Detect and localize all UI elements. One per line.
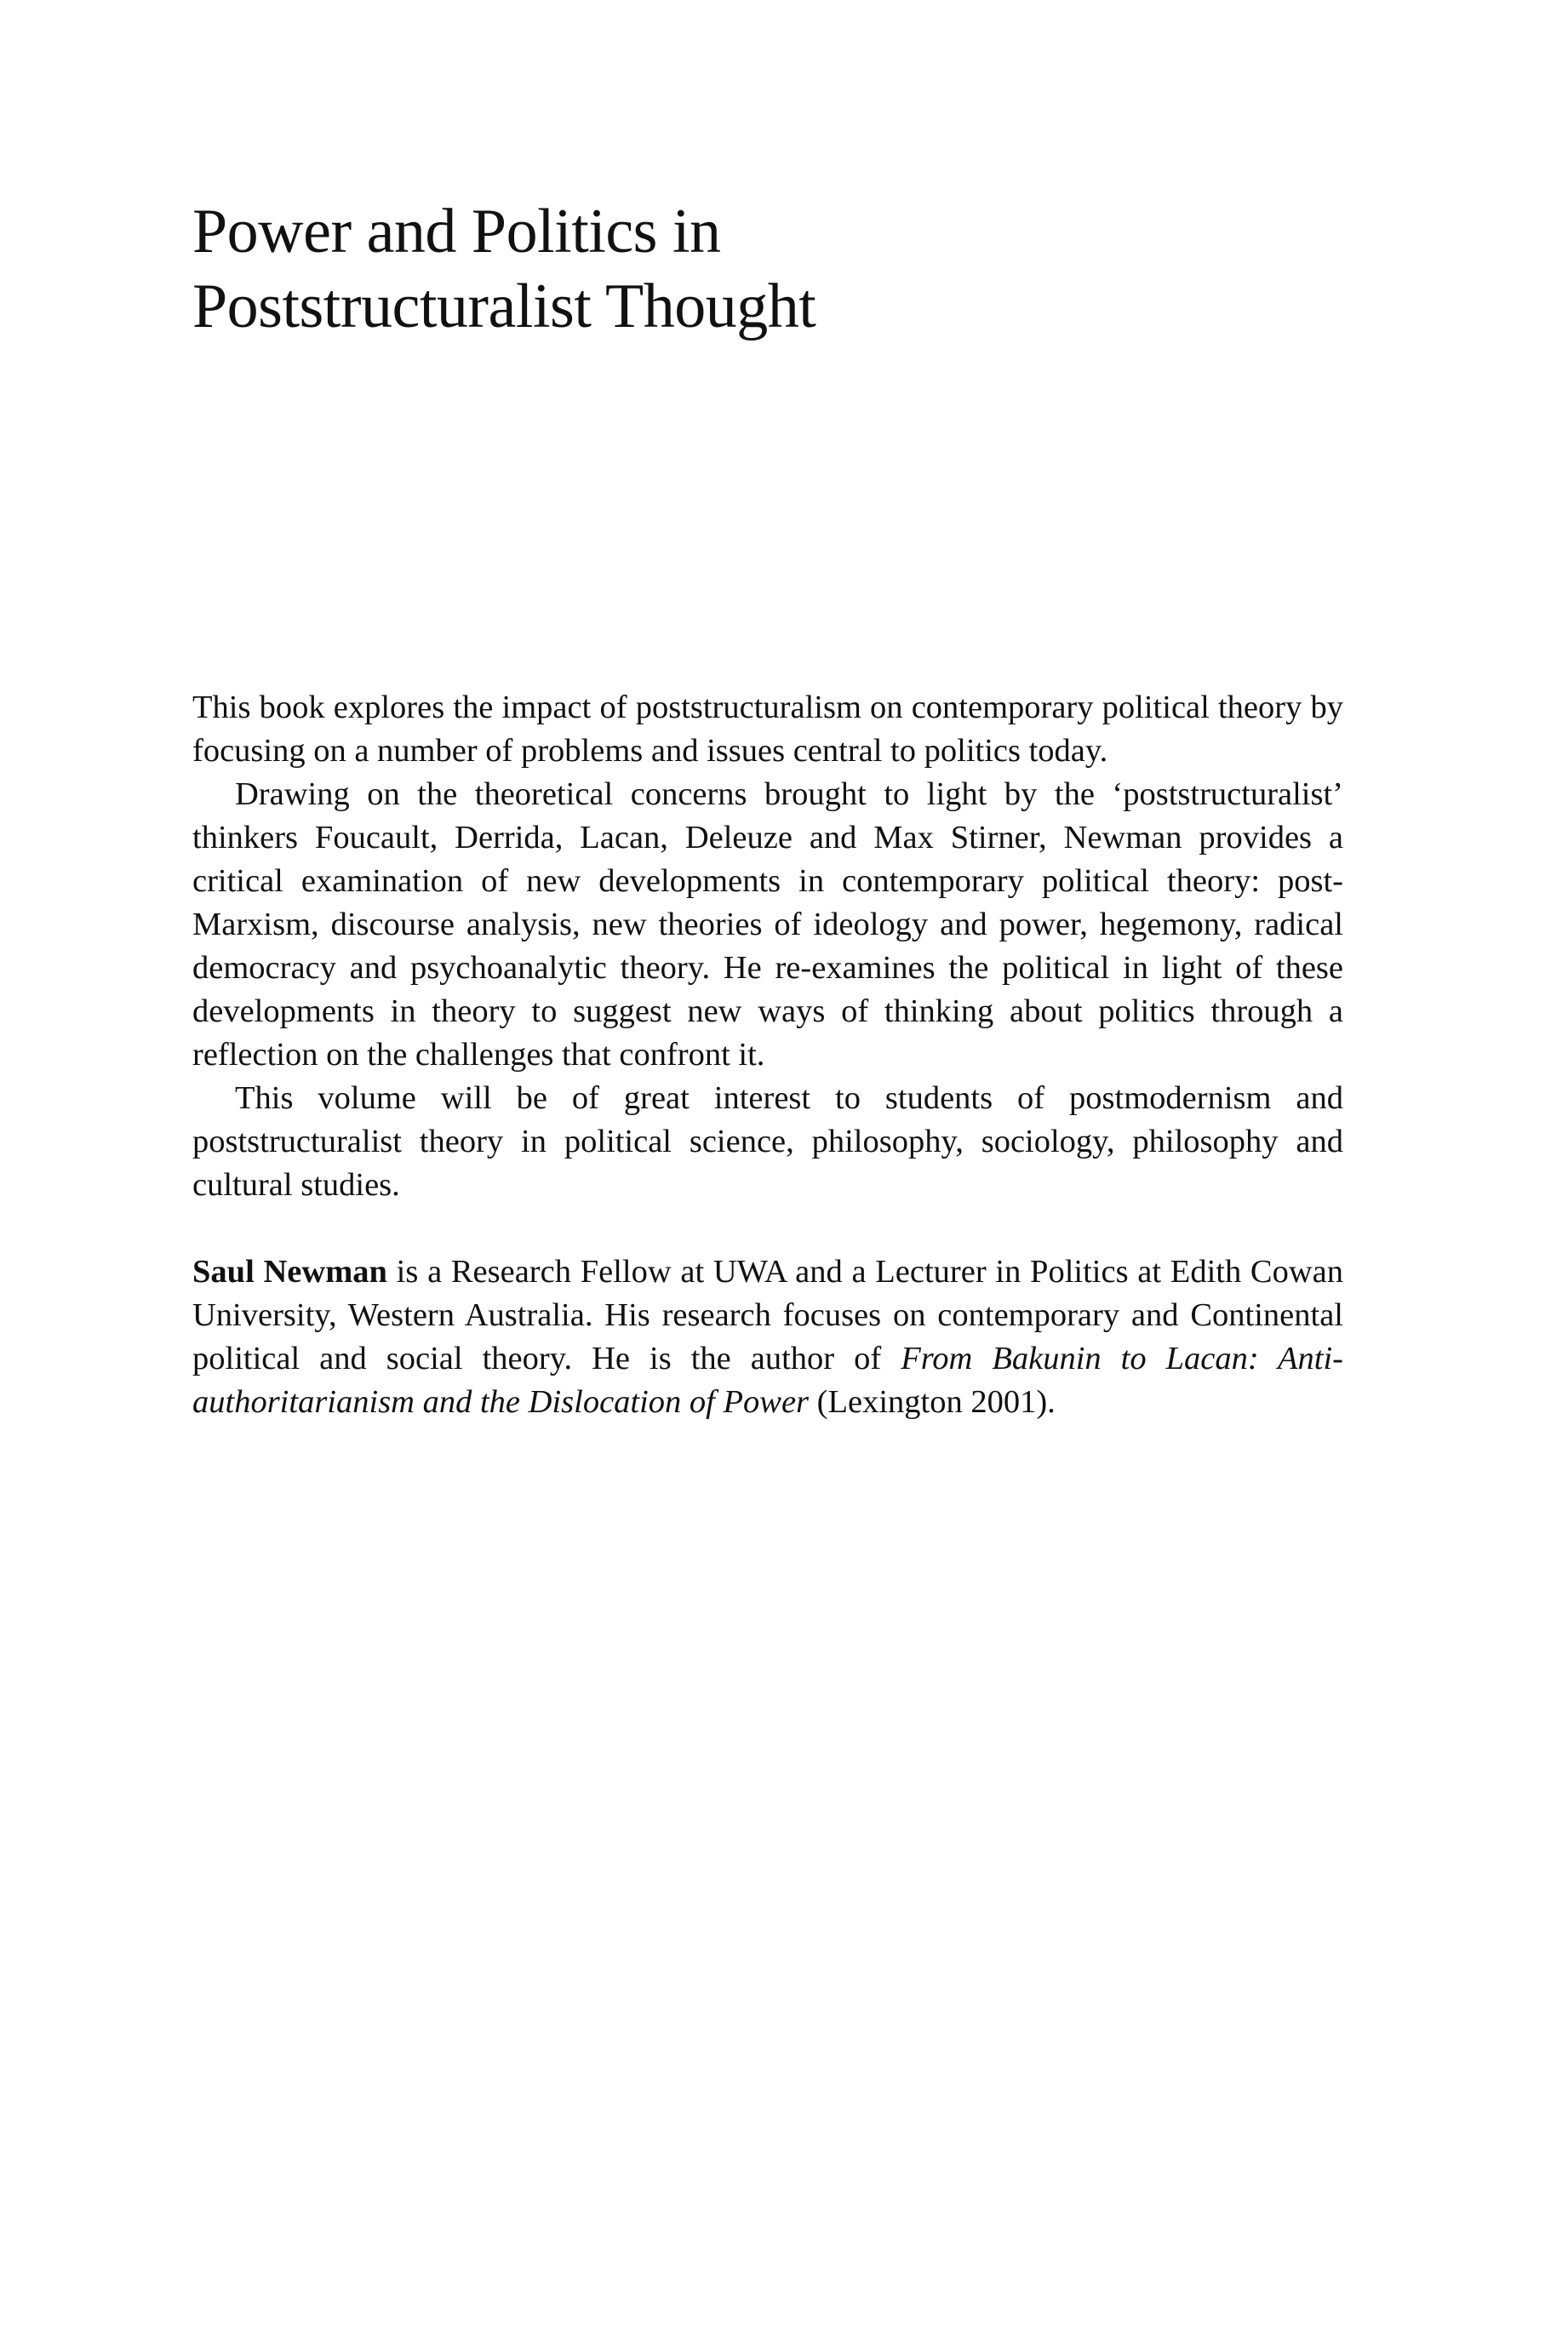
blurb-paragraph-2: Drawing on the theoretical concerns brought to light by the ‘poststructuralist’ thinkers Foucault, Derrida, Lacan, Deleuze and Max Stirner, Newman provides a critical examination of new developments in contemporary political theory: post-Marxism, discourse analysis, new theories of ideology and power, hegemony, radical democracy and psychoanalytic theory. He re-examines the political in light of these developments in theory to suggest new ways of thinking about politics through a reflection on the challenges that confront it. [192,776,1343,1073]
author-bio-publisher: (Lexington 2001). [809,1384,1056,1420]
book-title [192,194,1384,344]
blurb-paragraph-1: This book explores the impact of poststructuralism on contemporary political theory by focusing on a number of problems and issues central to politics today. [192,690,1343,769]
author-bio-text: is a Research Fellow at UWA and a Lecturer in Politics at Edith Cowan University, Western Australia. His research focuses on contemporary and Continental political and social theory. He is the author of [192,1254,1344,1376]
author-book-title: From Bakunin to Lacan: Anti-authoritarianism and the Dislocation of Power [192,1341,1343,1420]
book-title-line-1: Power and Politics in [192,197,721,266]
author-name: Saul Newman [192,1254,387,1290]
book-title-line-2: Poststructuralist Thought [192,272,816,341]
blurb-paragraph-3: This volume will be of great interest to students of postmodernism and poststructuralist theory in political science, philosophy, sociology, philosophy and cultural studies. [192,1080,1343,1203]
blurb [192,686,1343,1424]
author-bio [192,1250,1343,1424]
